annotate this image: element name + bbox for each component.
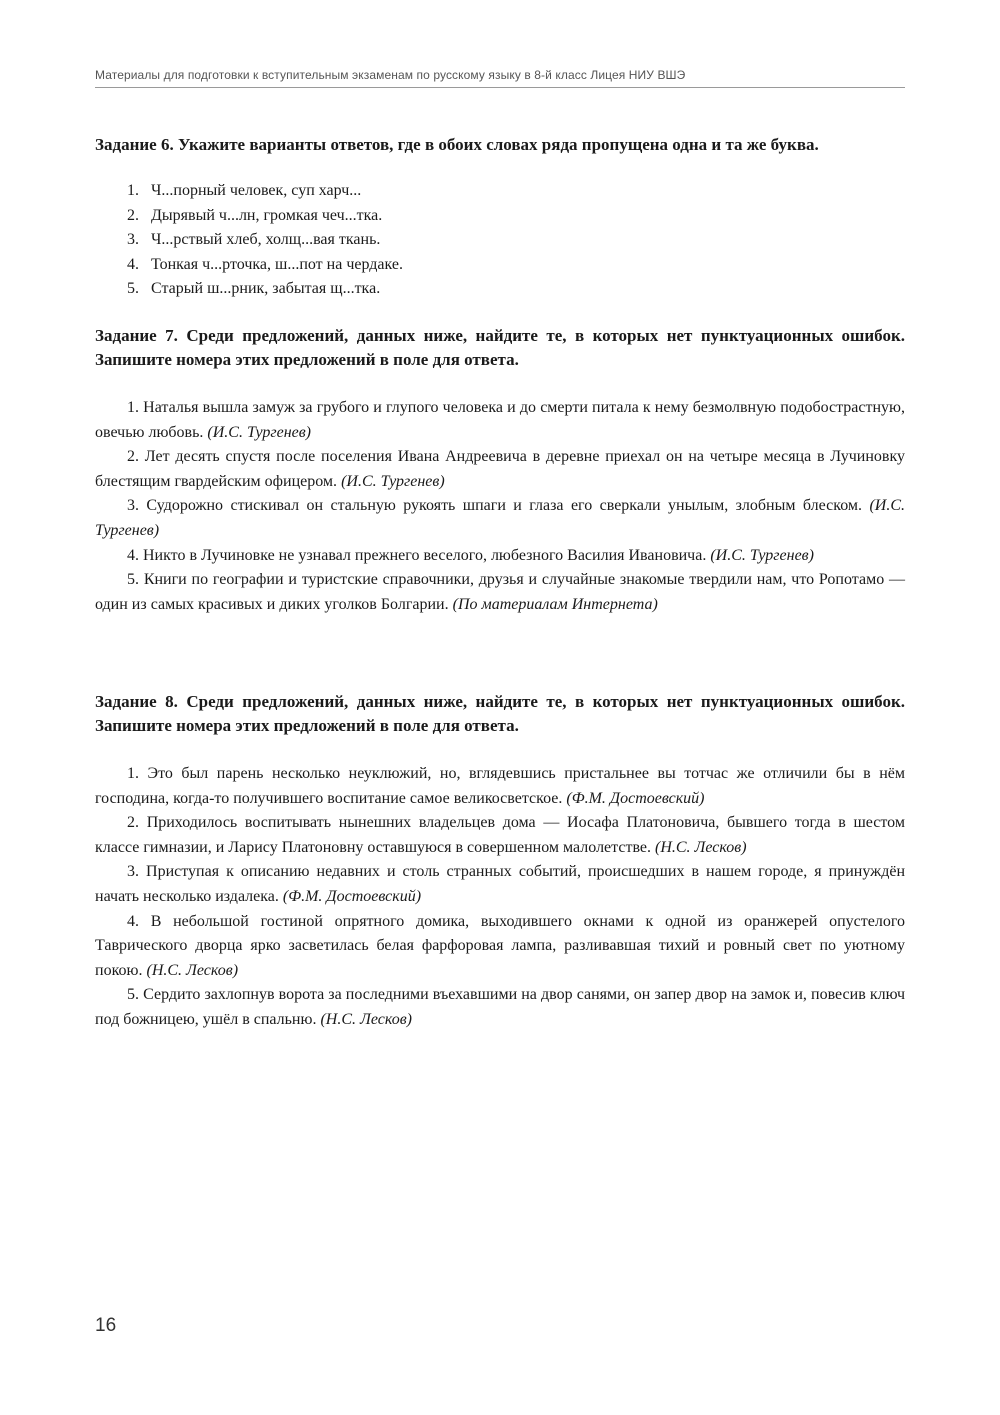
list-item	[95, 544, 905, 569]
item-source: (По материалам Интернета)	[452, 595, 658, 613]
item-text: Приходилось воспитывать нынешних владельцев дома — Иосафа Платоновича, бывшего тогда в шестом классе гимназии, и Ларису Платоновну оставшуюся в совершенном малолетстве.	[95, 814, 906, 856]
list-item	[127, 253, 905, 278]
item-source: (Н.С. Лесков)	[320, 1010, 412, 1028]
list-item	[95, 860, 905, 909]
item-number: 4.	[127, 255, 139, 273]
item-number: 5.	[127, 280, 139, 298]
item-source: (Н.С. Лесков)	[146, 961, 239, 979]
item-number: 1.	[127, 399, 139, 416]
task-7	[95, 324, 905, 617]
task-7-sentences	[95, 396, 905, 617]
item-text: Сердито захлопнув ворота за последними въехавшими на двор санями, он запер двор на замок и, повесив ключ под божницею, ушёл в спальню.	[95, 986, 906, 1028]
item-number: 1.	[127, 765, 139, 782]
item-number: 4.	[127, 912, 139, 930]
task-7-title: Задание 7. Среди предложений, данных ниже, найдите те, в которых нет пунктуационных ошибок. Запишите номера этих предложений в поле для ответа.	[95, 326, 905, 369]
page-number: 16	[95, 1315, 117, 1336]
item-number: 2.	[127, 448, 139, 466]
list-item	[95, 494, 905, 543]
item-text: Дырявый ч...лн, громкая чеч...тка.	[151, 206, 383, 224]
item-number: 4.	[127, 546, 139, 564]
list-item	[127, 179, 905, 204]
item-source: (И.С. Тургенев)	[341, 472, 445, 490]
item-number: 1.	[127, 182, 139, 199]
item-text: Это был парень несколько неуклюжий, но, вглядевшись пристальнее вы тотчас же отличили бы в нём господина, когда-то получившего воспитание самое великосветское.	[95, 765, 905, 807]
item-text: Лет десять спустя после поселения Ивана Андреевича в деревне приехал он на четыре месяца в Лучиновку блестящим гвардейским офицером.	[95, 448, 905, 490]
item-number: 5.	[127, 986, 139, 1004]
task-6-title: Задание 6. Укажите варианты ответов, где в обоих словах ряда пропущена одна и та же буква.	[95, 135, 819, 154]
item-source: (И.С. Тургенев)	[207, 423, 312, 441]
running-header: Материалы для подготовки к вступительным экзаменам по русскому языку в 8-й класс Лицея НИУ ВШЭ	[95, 68, 686, 82]
item-text: В небольшой гостиной опрятного домика, выходившего окнами к одной из оранжерей опустелого Таврического дворца ярко засветилась белая фарфоровая лампа, разливавшая тихий и ровный свет по уютному покою.	[95, 912, 905, 979]
list-item	[127, 204, 905, 229]
item-text: Приступая к описанию недавних и столь странных событий, происшедших в нашем городе, я принуждён начать несколько издалека.	[95, 863, 906, 905]
task-8-title: Задание 8. Среди предложений, данных ниже, найдите те, в которых нет пунктуационных ошибок. Запишите номера этих предложений в поле для ответа.	[95, 692, 905, 735]
list-item	[95, 762, 905, 811]
item-number: 2.	[127, 206, 139, 224]
item-text: Наталья вышла замуж за грубого и глупого человека и до смерти питала к нему безмолвную подобострастную, овечью любовь.	[95, 399, 906, 441]
item-source: (И.С. Тургенев)	[95, 497, 906, 539]
header-divider	[95, 87, 905, 88]
item-text: Старый ш...рник, забытая щ...тка.	[151, 280, 381, 298]
list-item	[95, 396, 905, 445]
item-text: Ч...рствый хлеб, холщ...вая ткань.	[151, 231, 381, 249]
list-item	[95, 811, 905, 860]
task-8-sentences	[95, 762, 905, 1033]
item-text: Никто в Лучиновке не узнавал прежнего веселого, любезного Василия Ивановича.	[143, 546, 707, 564]
item-number: 2.	[127, 814, 139, 832]
item-text: Тонкая ч...рточка, ш...пот на чердаке.	[151, 255, 403, 273]
item-number: 3.	[127, 231, 139, 249]
item-text: Судорожно стискивал он стальную рукоять шпаги и глаза его сверкали унылым, злобным блеском.	[146, 497, 863, 515]
item-number: 5.	[127, 571, 139, 589]
item-source: (Н.С. Лесков)	[655, 838, 747, 856]
item-source: (И.С. Тургенев)	[710, 546, 814, 564]
item-source: (Ф.М. Достоевский)	[566, 789, 705, 807]
task-6	[95, 133, 905, 302]
list-item	[95, 910, 905, 984]
item-number: 3.	[127, 497, 139, 515]
item-source: (Ф.М. Достоевский)	[282, 887, 422, 905]
task-8	[95, 690, 905, 1033]
list-item	[127, 277, 905, 302]
item-text: Книги по географии и туристские справочники, друзья и случайные знакомые твердили нам, что Ропотамо — один из самых красивых и диких уголков Болгарии.	[95, 571, 906, 613]
list-item	[95, 445, 905, 494]
item-number: 3.	[127, 863, 139, 881]
list-item	[95, 983, 905, 1032]
list-item	[127, 228, 905, 253]
item-text: Ч...порный человек, суп харч...	[151, 182, 362, 199]
task-6-options	[95, 179, 905, 302]
list-item	[95, 568, 905, 617]
